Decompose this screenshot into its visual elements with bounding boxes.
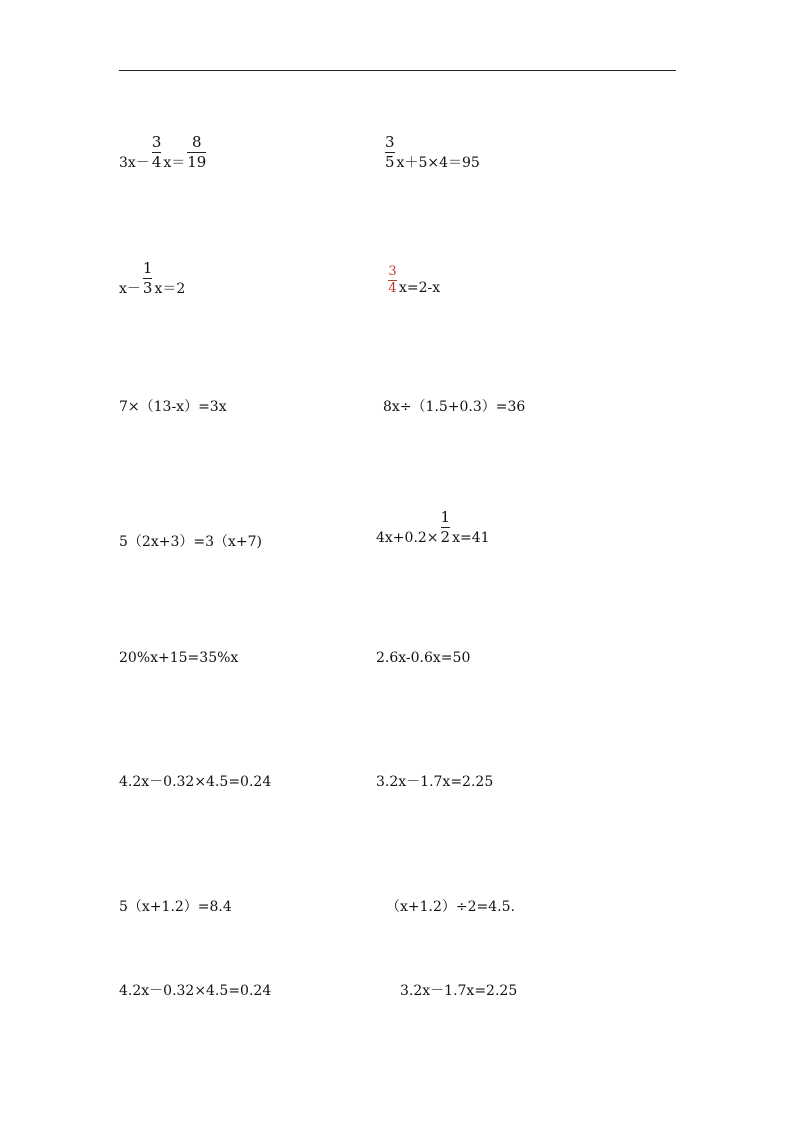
- fraction-3-5: [385, 134, 395, 171]
- equation-8a: [119, 983, 271, 999]
- equation-6a-text: 4.2x－0.32×4.5=0.24: [119, 774, 272, 790]
- equation-6a: [119, 774, 271, 790]
- equation-2a-part1: x－: [119, 281, 141, 297]
- fraction-denominator: 4: [388, 281, 397, 296]
- fraction-denominator: 2: [440, 528, 451, 546]
- fraction-numerator: 3: [151, 133, 162, 151]
- equation-8a-text: 4.2x－0.32×4.5=0.24: [119, 983, 272, 999]
- equation-1a-part2: x＝: [163, 155, 186, 171]
- equation-6b: [376, 774, 493, 790]
- equation-1b-part1: x＋5×4＝95: [396, 155, 480, 171]
- equation-3b: [383, 399, 525, 415]
- equation-3b-text: 8x÷（1.5+0.3）=36: [383, 399, 526, 415]
- equation-2a-part2: x＝2: [154, 281, 186, 297]
- equation-5a-text: 20%x+15=35%x: [119, 650, 239, 666]
- fraction-8-19: [187, 134, 206, 171]
- equation-7b: [386, 899, 515, 915]
- fraction-numerator: 1: [142, 259, 153, 277]
- fraction-denominator: 3: [142, 279, 153, 297]
- equation-2a: [119, 260, 185, 297]
- equation-1b: [383, 134, 480, 171]
- equation-4b-part2: x=41: [452, 530, 490, 546]
- fraction-1-3: [143, 260, 153, 297]
- fraction-numerator: 3: [385, 133, 395, 151]
- header-rule: [119, 70, 676, 71]
- equation-2b-part1: x=2-x: [399, 280, 441, 296]
- equation-4a: [119, 534, 262, 550]
- fraction-3-4-red: [388, 265, 397, 296]
- fraction-numerator: 1: [440, 508, 451, 526]
- equation-3a-text: 7×（13-x）=3x: [119, 399, 227, 415]
- fraction-denominator: 5: [385, 153, 395, 171]
- equation-1a: [119, 134, 208, 171]
- equation-5b: [376, 650, 470, 666]
- equation-8b: [400, 983, 517, 999]
- fraction-numerator: 8: [192, 133, 202, 151]
- equation-3a: [119, 399, 227, 415]
- equation-7a: [119, 899, 232, 915]
- fraction-denominator: 4: [151, 153, 162, 171]
- equation-6b-text: 3.2x－1.7x=2.25: [376, 774, 494, 790]
- fraction-3-4: [152, 134, 162, 171]
- equation-7a-text: 5（x+1.2）=8.4: [119, 899, 232, 915]
- equation-4b-part1: 4x+0.2×: [376, 530, 439, 546]
- equation-7b-text: （x+1.2）÷2=4.5.: [386, 899, 515, 915]
- fraction-denominator: 19: [187, 153, 207, 171]
- equation-2b: [386, 265, 440, 296]
- equation-8b-text: 3.2x－1.7x=2.25: [400, 983, 518, 999]
- equation-1a-part1: 3x－: [119, 155, 150, 171]
- equation-5b-text: 2.6x-0.6x=50: [376, 650, 471, 666]
- equation-4b: [376, 509, 490, 546]
- equation-5a: [119, 650, 238, 666]
- equation-4a-text: 5（2x+3）=3（x+7): [119, 534, 262, 550]
- fraction-numerator: 3: [388, 264, 397, 279]
- fraction-1-2: [441, 509, 451, 546]
